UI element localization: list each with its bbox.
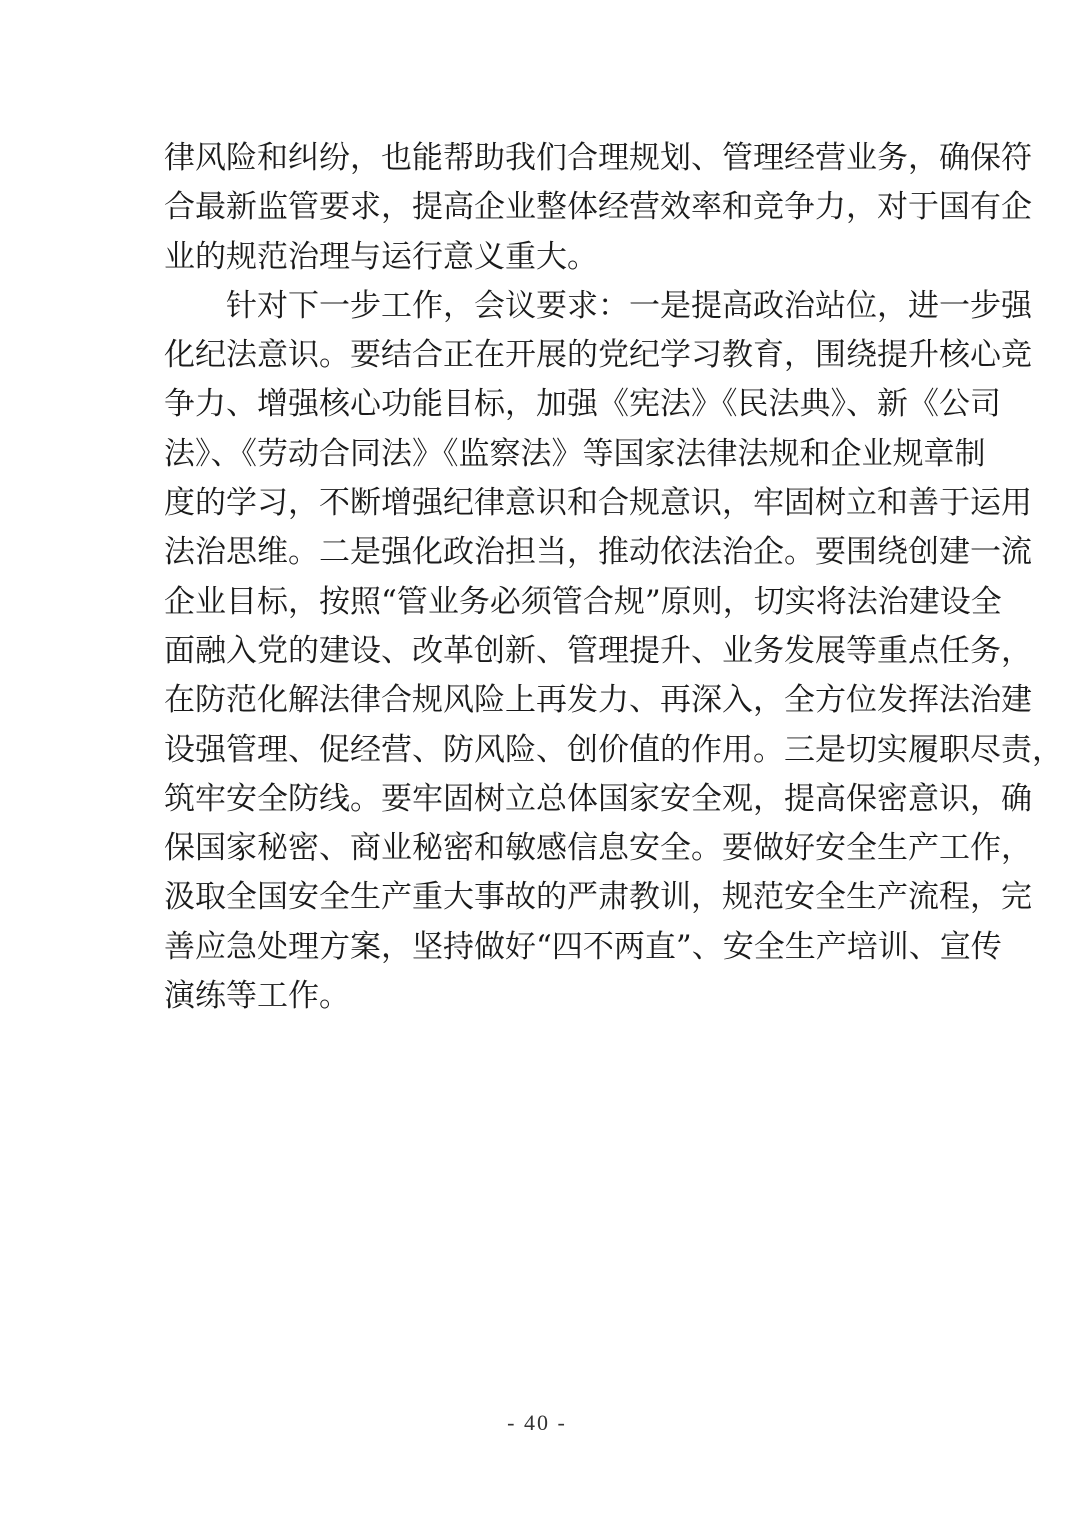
text-line: 善应急处理方案，坚持做好“四不两直”、安全生产培训、宣传 [164, 928, 1002, 965]
text-line: 合最新监管要求，提高企业整体经营效率和竞争力，对于国有企 [164, 189, 1032, 226]
text-line: 化纪法意识。要结合正在开展的党纪学习教育，围绕提升核心竞 [164, 337, 1032, 374]
text-line: 面融入党的建设、改革创新、管理提升、业务发展等重点任务， [164, 632, 1032, 669]
text-line: 法》、《劳动合同法》《监察法》等国家法律法规和企业规章制 [164, 435, 986, 472]
text-line: 业的规范治理与运行意义重大。 [164, 238, 598, 275]
text-line: 演练等工作。 [164, 978, 350, 1015]
page-number: - 40 - [507, 1410, 567, 1435]
text-line: 企业目标，按照“管业务必须管合规”原则，切实将法治建设全 [164, 583, 1002, 620]
text-line: 法治思维。二是强化政治担当，推动依法治企。要围绕创建一流 [164, 534, 1032, 571]
text-line: 针对下一步工作，会议要求：一是提高政治站位，进一步强 [226, 287, 1032, 324]
text-line: 保国家秘密、商业秘密和敏感信息安全。要做好安全生产工作， [164, 830, 1032, 867]
text-line: 筑牢安全防线。要牢固树立总体国家安全观，提高保密意识，确 [164, 780, 1032, 817]
text-line: 律风险和纠纷，也能帮助我们合理规划、管理经营业务，确保符 [164, 140, 1032, 176]
text-line: 争力、增强核心功能目标，加强《宪法》《民法典》、新《公司 [164, 386, 1001, 423]
body-text [164, 134, 1063, 1021]
text-line: 汲取全国安全生产重大事故的严肃教训，规范安全生产流程，完 [164, 879, 1032, 916]
text-line: 在防范化解法律合规风险上再发力、再深入，全方位发挥法治建 [164, 682, 1032, 719]
text-line: 度的学习，不断增强纪律意识和合规意识，牢固树立和善于运用 [164, 485, 1032, 522]
text-line: 设强管理、促经营、防风险、创价值的作用。三是切实履职尽责， [164, 731, 1063, 768]
